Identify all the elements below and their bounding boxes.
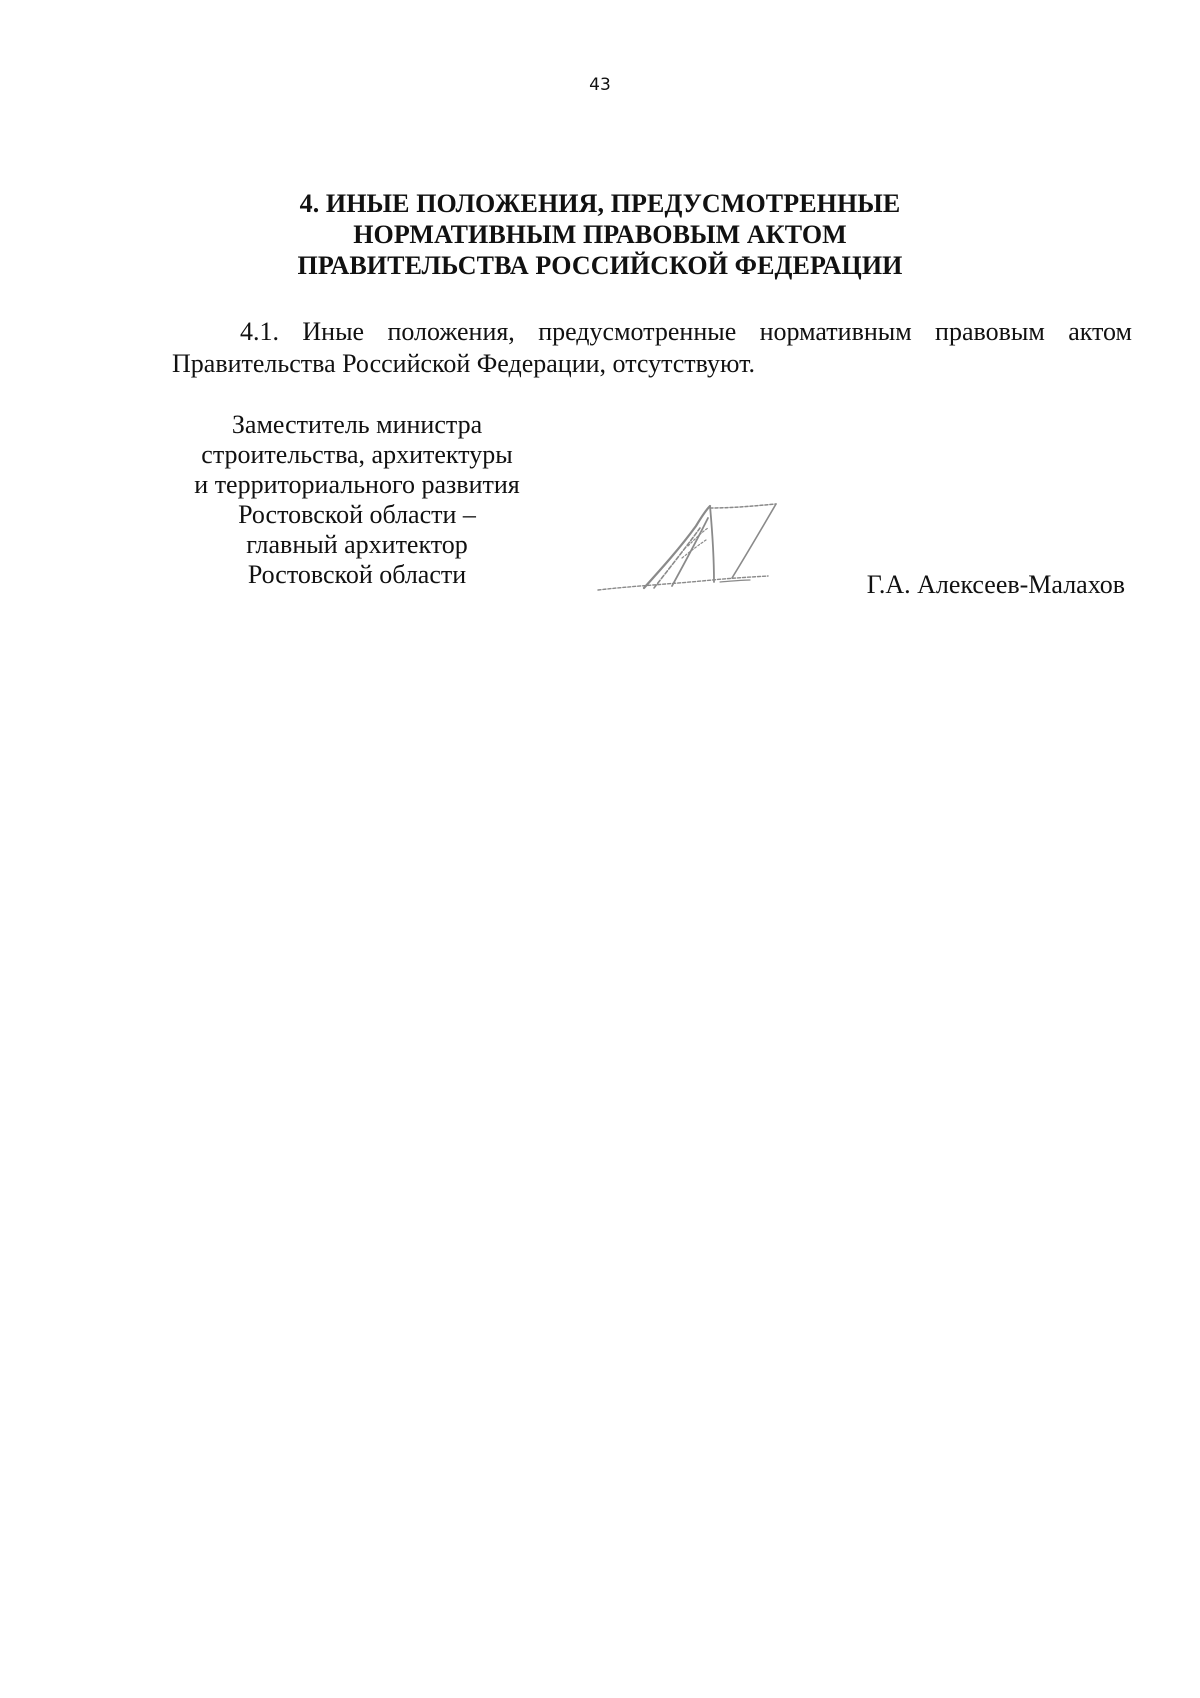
signer-name: Г.А. Алексеев-Малахов [866,570,1125,599]
section-heading [200,188,1000,281]
handwritten-signature [592,498,792,608]
section-paragraph: 4.1. Иные положения, предусмотренные нормативным правовым актом Правительства Российской Федерации, отсутствуют. [172,317,1132,378]
signer-position-line: Заместитель министра [231,410,483,439]
signer-position-line: Ростовской области – [238,500,476,529]
signer-position [172,410,542,590]
signer-position-line: главный архитектор [246,530,468,559]
signer-position-line: строительства, архитектуры [201,440,513,469]
heading-line: НОРМАТИВНЫМ ПРАВОВЫМ АКТОМ [353,220,847,249]
signer-position-line: Ростовской области [247,560,467,589]
signer-position-line: и территориального развития [194,470,520,499]
page-number: 43 [589,75,611,95]
heading-line: 4. ИНЫЕ ПОЛОЖЕНИЯ, ПРЕДУСМОТРЕННЫЕ [299,189,901,218]
heading-line: ПРАВИТЕЛЬСТВА РОССИЙСКОЙ ФЕДЕРАЦИИ [297,251,903,280]
